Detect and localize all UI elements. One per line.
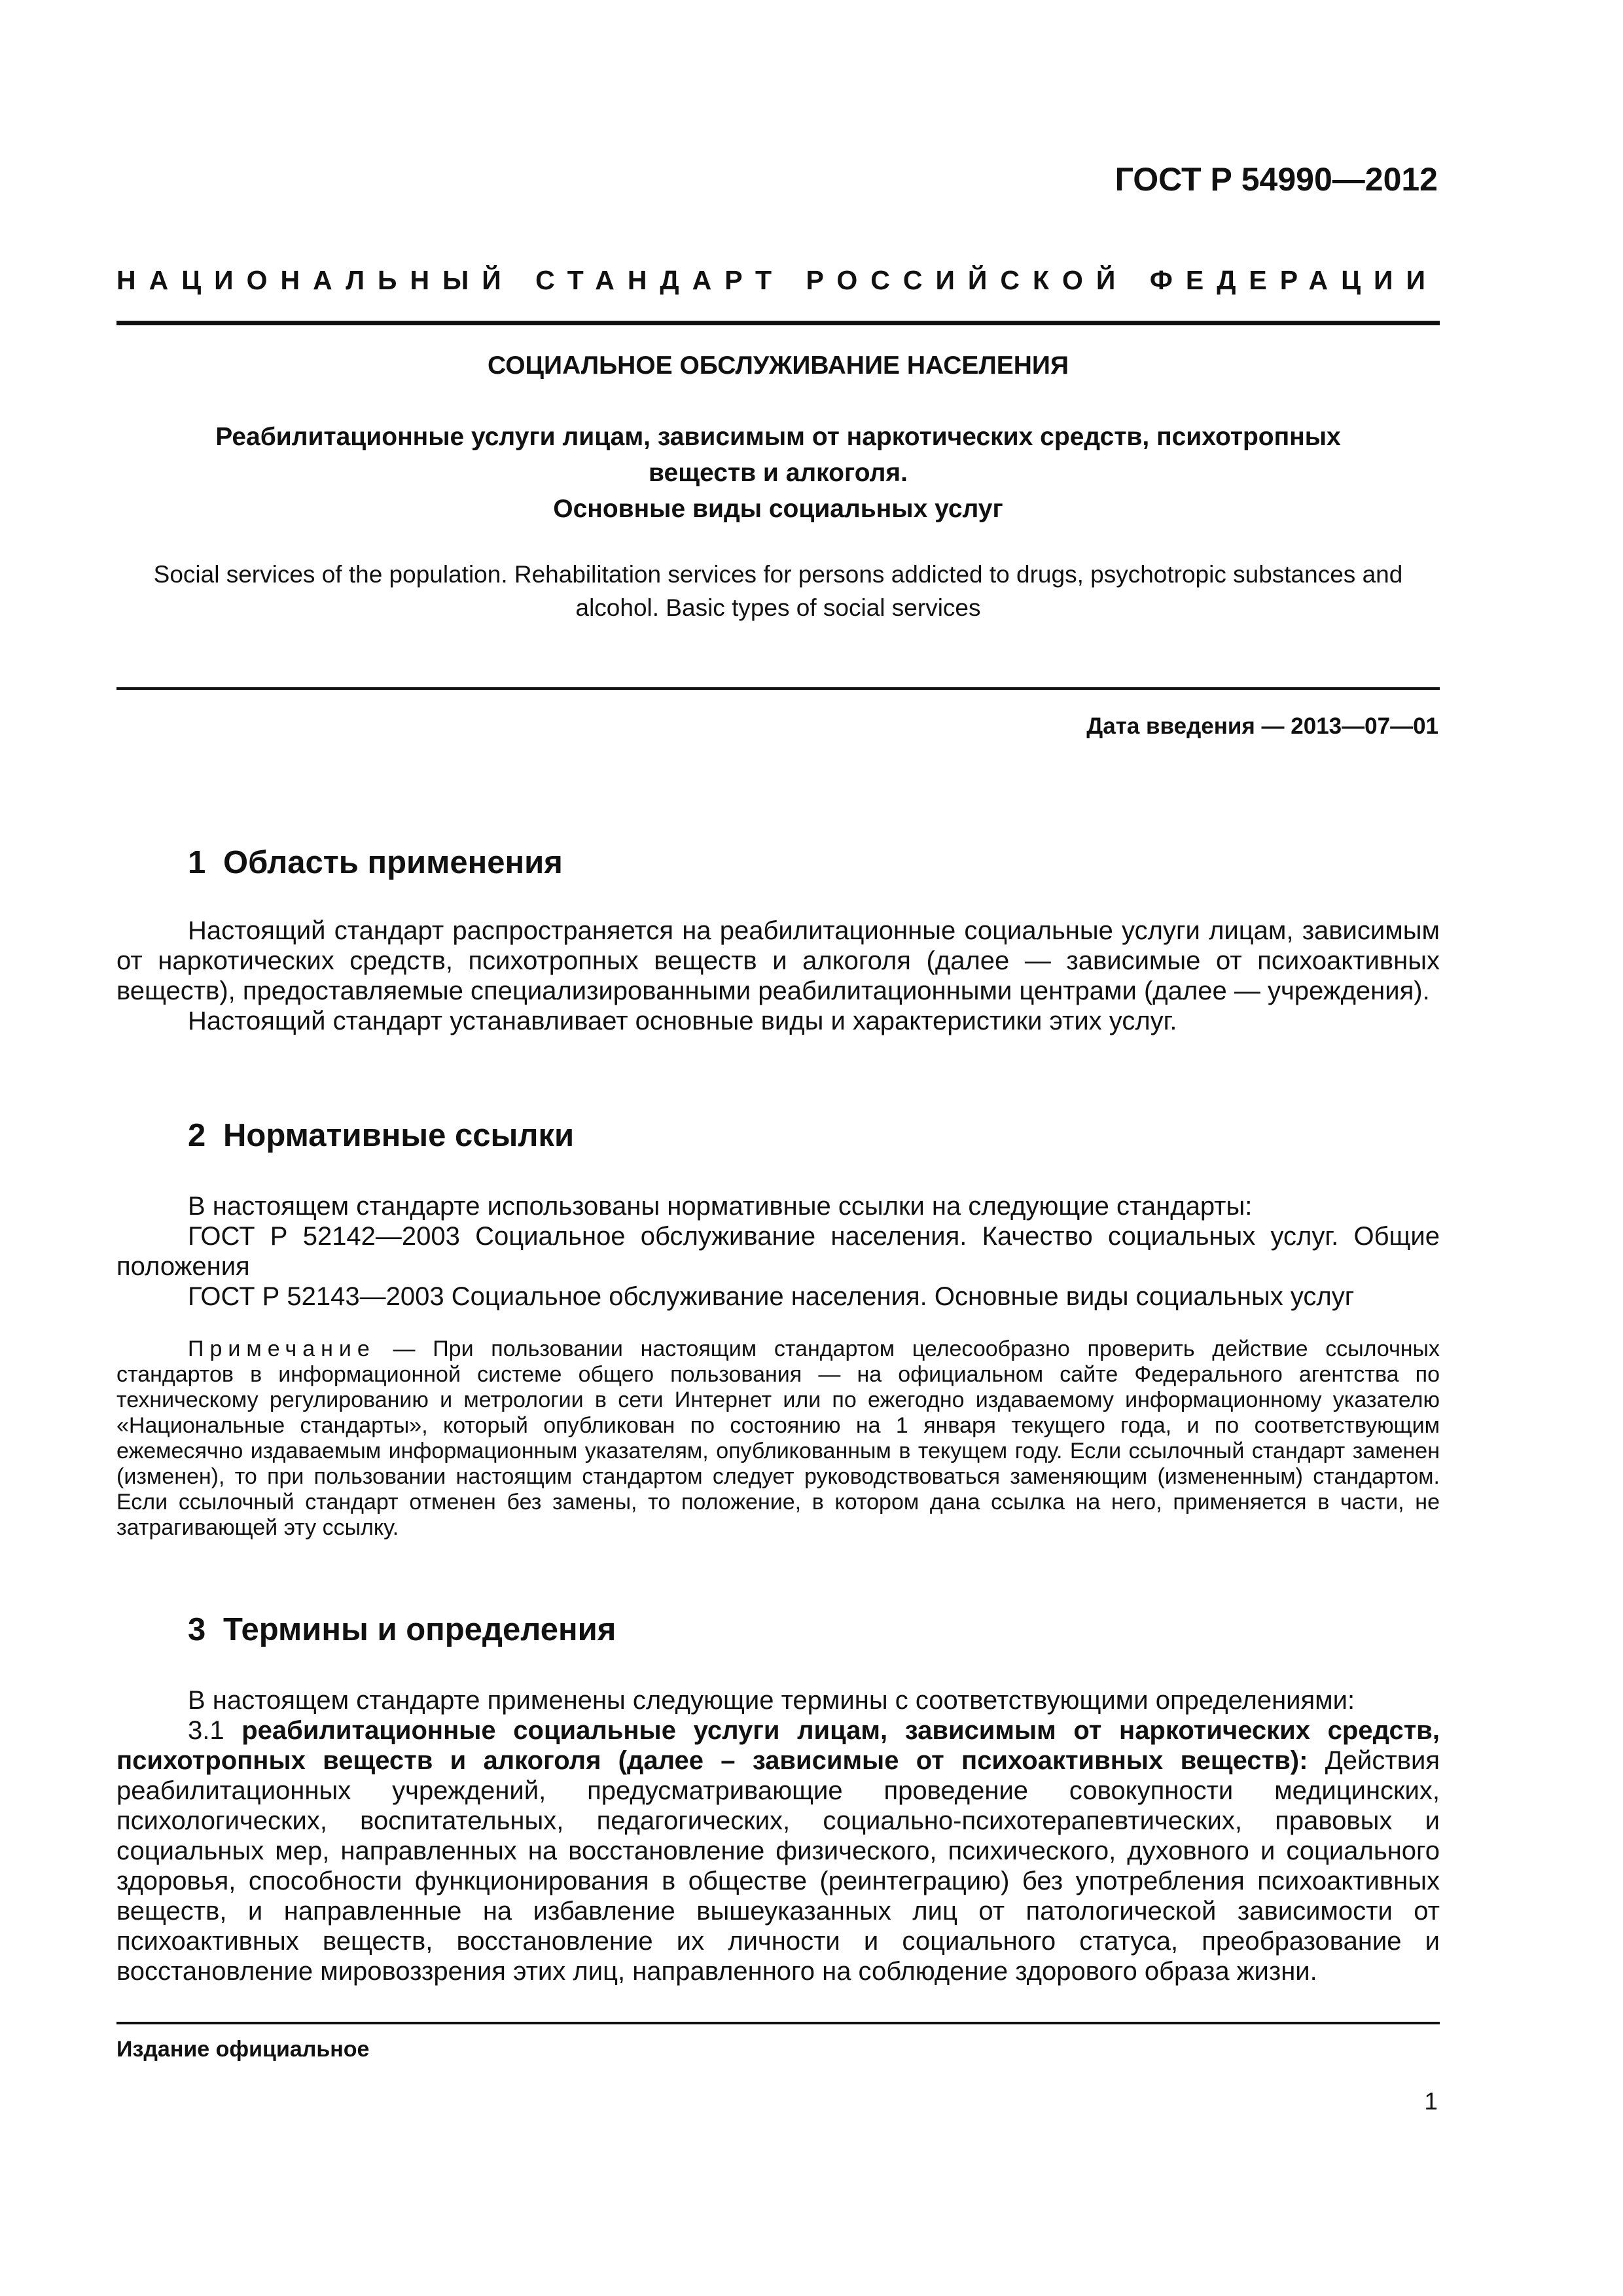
section-title: Область применения <box>223 845 563 880</box>
section-body <box>116 916 1440 1036</box>
section-title: Нормативные ссылки <box>223 1118 575 1153</box>
footer-divider <box>116 2022 1440 2024</box>
section-number: 2 <box>188 1118 206 1153</box>
section-title: Термины и определения <box>223 1612 616 1647</box>
note <box>116 1336 1440 1541</box>
banner-word: НАЦИОНАЛЬНЫЙ <box>116 265 514 295</box>
term-text: Действия реабилитационных учреждений, предусматривающие проведение совокупности медицинских, психологических, воспитательных, педагогических, социально-психотерапевтических, правовых и социальных мер, направленных на восстановление физического, психического, духовного и социального здоровья, способности функционирования в обществе (реинтеграцию) без употребления психоактивных веществ, и направленные на избавление вышеуказанных лиц от патологической зависимости от психоактивных веществ, восстановление их личности и социального статуса, преобразование и восстановление мировоззрения этих лиц, направленного на соблюдение здорового образа жизни. <box>116 1746 1440 1986</box>
subtitle-line: Основные виды социальных услуг <box>553 495 1003 523</box>
paragraph: Настоящий стандарт устанавливает основные виды и характеристики этих услуг. <box>188 1007 1177 1035</box>
section-number: 1 <box>188 845 206 880</box>
header-divider <box>116 321 1440 325</box>
section-body <box>116 1191 1440 1312</box>
section-heading <box>188 1117 574 1154</box>
subtitle-line: Реабилитационные услуги лицам, зависимым от наркотических средств, психотропных <box>215 423 1341 451</box>
official-edition-label: Издание официальное <box>116 2037 370 2062</box>
normative-reference: ГОСТ Р 52143—2003 Социальное обслуживание населения. Основные виды социальных услуг <box>188 1282 1355 1311</box>
subtitle-line: веществ и алкоголя. <box>649 459 908 487</box>
term-number: 3.1 <box>188 1716 224 1745</box>
page-number: 1 <box>1424 2088 1438 2115</box>
english-title-line: alcohol. Basic types of social services <box>575 594 981 621</box>
title-divider <box>116 687 1440 690</box>
section-heading <box>188 844 563 881</box>
note-text: — При пользовании настоящим стандартом целесообразно проверить действие ссылочных стандартов в информационной системе общего пользования — на официальном сайте Федерального агентства по техническому регулированию и метрологии в сети Интернет или по ежегодно издаваемому информационному указателю «Национальные стандарты», который опубликован по состоянию на 1 января текущего года, и по соответствующим ежемесячно издаваемым информационным указателям, опубликованным в текущем году. Если ссылочный стандарт заменен (изменен), то при пользовании настоящим стандартом следует руководствоваться заменяющим (измененным) стандартом. Если ссылочный стандарт отменен без замены, то положение, в котором дана ссылка на него, применяется в части, не затрагивающей эту ссылку. <box>116 1336 1440 1540</box>
section-body <box>116 1685 1440 1986</box>
term-name: реабилитационные социальные услуги лицам, зависимым от наркотических средств, психотропных веществ и алкоголя (далее – зависимые от психоактивных веществ): <box>116 1716 1440 1775</box>
english-title <box>116 558 1440 624</box>
note-label: Примечание <box>188 1336 376 1361</box>
english-title-line: Social services of the population. Rehabilitation services for persons addicted to drugs, psychotropic substances and <box>153 561 1403 588</box>
banner-word: РОССИЙСКОЙ <box>806 265 1129 295</box>
normative-reference: ГОСТ Р 52142—2003 Социальное обслуживание населения. Качество социальных услуг. Общие положения <box>116 1222 1440 1281</box>
banner-word: ФЕДЕРАЦИИ <box>1149 265 1438 295</box>
paragraph: В настоящем стандарте применены следующие термины с соответствующими определениями: <box>188 1686 1355 1715</box>
document-code: ГОСТ Р 54990—2012 <box>1115 161 1438 198</box>
paragraph: В настоящем стандарте использованы нормативные ссылки на следующие стандарты: <box>188 1192 1253 1221</box>
term-definition <box>116 1715 1440 1986</box>
national-standard-banner <box>116 265 1438 296</box>
paragraph: Настоящий стандарт распространяется на реабилитационные социальные услуги лицам, зависимым от наркотических средств, психотропных веществ и алкоголя (далее — зависимые от психоактивных веществ), предоставляемые специализированными реабилитационными центрами (далее — учреждения). <box>116 916 1440 1005</box>
introduction-date: Дата введения — 2013—07—01 <box>1086 713 1438 739</box>
document-title: СОЦИАЛЬНОЕ ОБСЛУЖИВАНИЕ НАСЕЛЕНИЯ <box>488 351 1069 380</box>
section-heading <box>188 1611 616 1648</box>
document-subtitle <box>116 419 1440 527</box>
banner-word: СТАНДАРТ <box>535 265 785 295</box>
section-number: 3 <box>188 1612 206 1647</box>
